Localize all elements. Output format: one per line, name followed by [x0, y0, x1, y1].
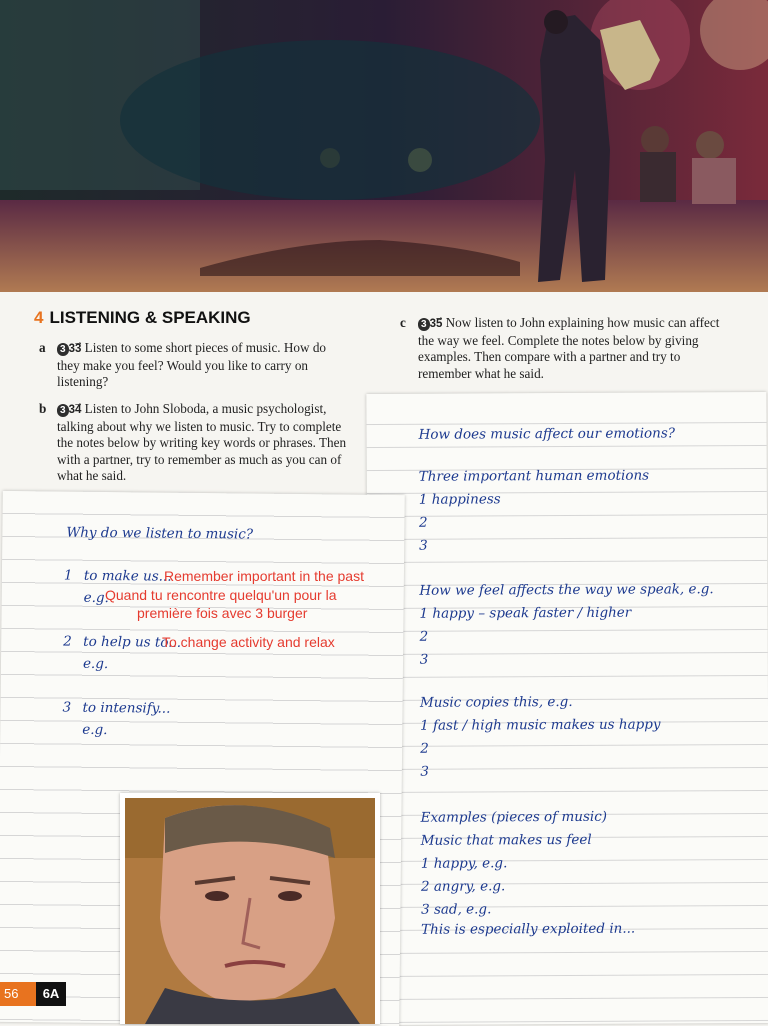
note-line: 3: [420, 763, 429, 780]
section-title: LISTENING & SPEAKING: [49, 308, 251, 327]
track-number: 35: [429, 318, 443, 330]
page-number: 56: [0, 982, 36, 1006]
note-line: 3 sad, e.g.: [421, 901, 492, 918]
note-eg: e.g.: [83, 589, 109, 607]
notes-title: Why do we listen to music?: [66, 524, 254, 543]
note-line: 1 fast / high music makes us happy: [420, 716, 661, 734]
note-line: 1 happy – speak faster / higher: [419, 604, 632, 622]
unit-label: 6A: [36, 982, 66, 1006]
note-line: This is especially exploited in...: [421, 920, 636, 938]
track-number: 34: [68, 404, 82, 416]
note-line: to help us to...: [83, 633, 182, 651]
answer-1[interactable]: Remember important in the past: [164, 568, 364, 584]
note-eg: e.g.: [82, 655, 109, 673]
task-c-letter: c: [400, 315, 406, 330]
answer-1-line-3[interactable]: première fois avec 3 burger: [137, 605, 308, 621]
cd-icon: 3: [57, 404, 69, 417]
note-line: 2: [419, 628, 429, 645]
note-line: 2 angry, e.g.: [420, 878, 506, 895]
notes-heading: Examples (pieces of music): [420, 808, 608, 826]
task-b: b 3 34⃗ Listen to John Sloboda, a music psychologist, talking about why we listen to music. Try to complete the notes below by writing key words or phrases. Then with a partner, try to remember as much as you can of what he said.: [39, 401, 347, 484]
section-heading: [34, 308, 251, 328]
note-line: 2: [418, 514, 428, 531]
portrait-photo: [120, 793, 380, 1024]
task-b-text: Listen to John Sloboda, a music psychologist, talking about why we listen to music. Try to complete the notes below by writing key words or phrases. Then with a partner, try to remember as much as you can of what he said.: [57, 401, 347, 484]
task-b-letter: b: [39, 401, 47, 416]
note-eg: e.g.: [82, 721, 108, 739]
task-c: c 3 35⃗ Now listen to John explaining how music can affect the way we feel. Complete the notes below by giving examples. Then compare with a partner and try to remember what he said.: [400, 315, 720, 381]
note-number: 2: [63, 633, 72, 650]
notes-right: [366, 392, 768, 1025]
note-line: 3: [419, 537, 428, 554]
answer-1-line-2[interactable]: Quand tu rencontre quelqu'un pour la: [105, 587, 337, 603]
answer-2[interactable]: To change activity and relax: [162, 634, 335, 650]
task-a-letter: a: [39, 340, 46, 355]
note-line: to intensify...: [82, 699, 171, 717]
note-line: to make us...: [83, 567, 172, 585]
note-line: 2: [420, 740, 429, 757]
notes-heading: Three important human emotions: [418, 467, 650, 485]
notes-heading: Music copies this, e.g.: [419, 693, 573, 711]
notes-heading: How we feel affects the way we speak, e.g.: [419, 581, 714, 599]
note-line: 1 happiness: [418, 491, 501, 508]
track-number: 33: [68, 343, 82, 355]
note-number: 3: [62, 699, 72, 716]
notes-heading: Music that makes us feel: [420, 831, 592, 849]
note-line: 1 happy, e.g.: [420, 855, 508, 872]
cd-icon: 3: [418, 318, 430, 331]
task-a-text: Listen to some short pieces of music. How do they make you feel? Would you like to carry on listening?: [57, 340, 327, 390]
cd-icon: 3: [57, 343, 69, 356]
section-number: 4: [34, 308, 44, 327]
hero-illustration: [0, 0, 768, 292]
task-c-text: Now listen to John explaining how music can affect the way we feel. Complete the notes below by giving examples. Then compare with a partner and try to remember what he said.: [418, 315, 720, 381]
note-line: 3: [419, 651, 429, 668]
note-number: 1: [63, 567, 73, 584]
notes-title: How does music affect our emotions?: [418, 425, 676, 443]
task-a: a 3 33⃗ Listen to some short pieces of music. How do they make you feel? Would you like to carry on listening?: [39, 340, 327, 390]
